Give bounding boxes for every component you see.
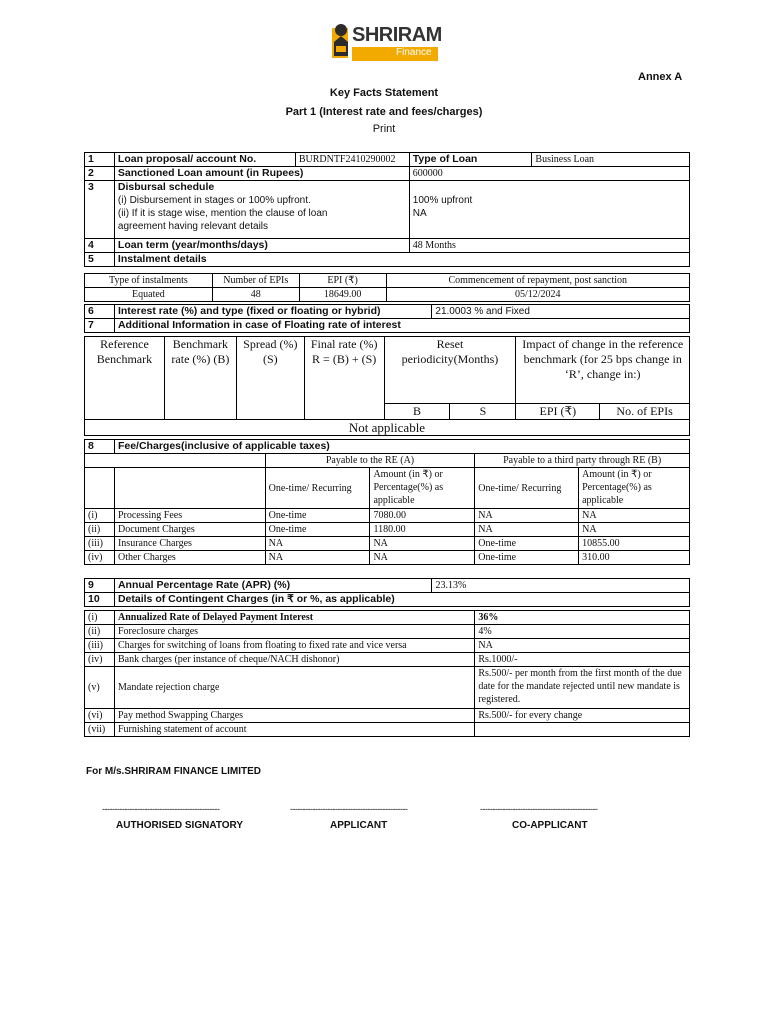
logo-sub-text: Finance	[396, 47, 432, 58]
label-floating-info: Additional Information in case of Floating rate of interest	[114, 319, 689, 333]
contingent-value: Rs.1000/-	[475, 653, 690, 667]
fee-re-amount: NA	[370, 551, 475, 565]
label-co-applicant: CO-APPLICANT	[512, 820, 588, 831]
label-loan-account: Loan proposal/ account No.	[114, 153, 295, 167]
header-reference-benchmark: Reference Benchmark	[85, 337, 165, 420]
contingent-index: (iii)	[85, 639, 115, 653]
signature-line-co-applicant: -----------------------------------------------	[480, 804, 598, 814]
label-apr: Annual Percentage Rate (APR) (%)	[114, 579, 431, 593]
label-contingent-charges: Details of Contingent Charges (in ₹ or %, as applicable)	[114, 593, 689, 607]
row-number: 4	[85, 239, 115, 253]
empty-cell	[85, 454, 266, 468]
label-fees-charges: Fee/Charges(inclusive of applicable taxes)	[114, 440, 689, 454]
value-loan-type: Business Loan	[532, 153, 690, 167]
fee-third-type: One-time	[475, 551, 579, 565]
interest-table	[84, 304, 690, 333]
empty-cell	[114, 468, 265, 509]
value-loan-term: 48 Months	[409, 239, 689, 253]
contingent-index: (i)	[85, 611, 115, 625]
fee-name: Insurance Charges	[114, 537, 265, 551]
contingent-name: Charges for switching of loans from floating to fixed rate and vice versa	[114, 639, 474, 653]
header-spread: Spread (%) (S)	[236, 337, 304, 420]
row-10	[85, 593, 690, 607]
fee-index: (iii)	[85, 537, 115, 551]
cell-disbursal-values	[409, 181, 689, 239]
row-7	[85, 319, 690, 333]
contingent-index: (vii)	[85, 723, 115, 737]
header-benchmark-rate: Benchmark rate (%) (B)	[164, 337, 236, 420]
contingent-row	[85, 611, 690, 625]
value-sanctioned-amount: 600000	[409, 167, 689, 181]
fee-third-amount: NA	[579, 523, 690, 537]
value-instalment-type: Equated	[85, 288, 213, 302]
row-number: 7	[85, 319, 115, 333]
row-2	[85, 167, 690, 181]
fee-third-amount: NA	[579, 509, 690, 523]
contingent-index: (ii)	[85, 625, 115, 639]
fee-third-amount: 310.00	[579, 551, 690, 565]
header-epi-change: EPI (₹)	[516, 404, 600, 420]
value-loan-account: BURDNTF2410290002	[295, 153, 409, 167]
header-amount-a: Amount (in ₹) or Percentage(%) as applicable	[370, 468, 475, 509]
value-epi-amount: 18649.00	[299, 288, 386, 302]
disbursal-value-1: 100% upfront	[412, 195, 473, 206]
empty-cell	[85, 468, 115, 509]
logo-emblem-icon	[330, 22, 352, 60]
header-amount-b: Amount (in ₹) or Percentage(%) as applicable	[579, 468, 690, 509]
row-9	[85, 579, 690, 593]
row-number: 2	[85, 167, 115, 181]
floating-rate-table	[84, 336, 690, 436]
contingent-index: (iv)	[85, 653, 115, 667]
label-sanctioned-amount: Sanctioned Loan amount (in Rupees)	[114, 167, 409, 181]
row-number: 6	[85, 305, 115, 319]
header-final-rate: Final rate (%) R = (B) + (S)	[304, 337, 384, 420]
contingent-row	[85, 625, 690, 639]
floating-header-row	[85, 337, 690, 404]
fee-re-type: NA	[265, 537, 370, 551]
fees-payable-row	[85, 454, 690, 468]
contingent-name: Annualized Rate of Delayed Payment Interest	[114, 611, 474, 625]
fee-name: Document Charges	[114, 523, 265, 537]
fee-third-type: NA	[475, 523, 579, 537]
row-number: 5	[85, 253, 115, 267]
disbursal-value-2: NA	[412, 208, 427, 219]
row-number: 10	[85, 593, 115, 607]
fee-row	[85, 537, 690, 551]
annex-label: Annex A	[638, 71, 683, 83]
fee-re-amount: 7080.00	[370, 509, 475, 523]
shriram-logo	[330, 20, 442, 64]
contingent-value: Rs.500/- per month from the first month of the due date for the mandate rejected until new mandate is registered.	[475, 667, 690, 709]
row-number: 1	[85, 153, 115, 167]
value-apr: 23.13%	[432, 579, 690, 593]
label-loan-term: Loan term (year/months/days)	[114, 239, 409, 253]
fee-re-type: NA	[265, 551, 370, 565]
fee-third-amount: 10855.00	[579, 537, 690, 551]
value-epi-count: 48	[212, 288, 299, 302]
instalment-header-row	[85, 274, 690, 288]
fee-third-type: NA	[475, 509, 579, 523]
row-number: 8	[85, 440, 115, 454]
header-epi-amount: EPI (₹)	[299, 274, 386, 288]
cell-disbursal-schedule	[114, 181, 409, 239]
contingent-row	[85, 653, 690, 667]
logo-brand-text: SHRIRAM	[352, 24, 442, 46]
contingent-name: Pay method Swapping Charges	[114, 709, 474, 723]
contingent-value: NA	[475, 639, 690, 653]
fee-index: (ii)	[85, 523, 115, 537]
row-1	[85, 153, 690, 167]
label-applicant: APPLICANT	[330, 820, 388, 831]
value-commencement: 05/12/2024	[386, 288, 689, 302]
instalment-value-row	[85, 288, 690, 302]
fee-row	[85, 523, 690, 537]
fees-table	[84, 439, 690, 565]
fee-re-type: One-time	[265, 509, 370, 523]
contingent-row	[85, 639, 690, 653]
header-commencement: Commencement of repayment, post sanction	[386, 274, 689, 288]
header-payable-re: Payable to the RE (A)	[265, 454, 475, 468]
fee-row	[85, 509, 690, 523]
fee-re-amount: 1180.00	[370, 523, 475, 537]
print-link[interactable]: Print	[372, 123, 396, 135]
contingent-index: (vi)	[85, 709, 115, 723]
row-6	[85, 305, 690, 319]
fee-row	[85, 551, 690, 565]
header-impact-change: Impact of change in the reference benchmark (for 25 bps change in ‘R’, change in:)	[516, 337, 690, 404]
fees-header-row	[85, 468, 690, 509]
contingent-row	[85, 723, 690, 737]
header-instalment-type: Type of instalments	[85, 274, 213, 288]
fee-index: (i)	[85, 509, 115, 523]
header-onetime-recurring-a: One-time/ Recurring	[265, 468, 370, 509]
label-loan-type: Type of Loan	[409, 153, 532, 167]
contingent-value	[475, 723, 690, 737]
header-epi-count-change: No. of EPIs	[600, 404, 690, 420]
not-applicable-text: Not applicable	[85, 420, 690, 436]
contingent-value: Rs.500/- for every change	[475, 709, 690, 723]
contingent-name: Bank charges (per instance of cheque/NACH dishonor)	[114, 653, 474, 667]
header-b: B	[384, 404, 450, 420]
fee-name: Processing Fees	[114, 509, 265, 523]
contingent-name: Furnishing statement of account	[114, 723, 474, 737]
row-number: 9	[85, 579, 115, 593]
floating-na-row	[85, 420, 690, 436]
contingent-index: (v)	[85, 667, 115, 709]
contingent-name: Mandate rejection charge	[114, 667, 474, 709]
page-subtitle: Part 1 (Interest rate and fees/charges)	[285, 106, 483, 118]
label-interest-rate: Interest rate (%) and type (fixed or floating or hybrid)	[114, 305, 431, 319]
company-name: For M/s.SHRIRAM FINANCE LIMITED	[86, 766, 261, 777]
part1-table	[84, 152, 690, 267]
header-onetime-recurring-b: One-time/ Recurring	[475, 468, 579, 509]
label-disbursal-schedule: Disbursal schedule	[117, 181, 215, 193]
row-3	[85, 181, 690, 239]
contingent-row	[85, 667, 690, 709]
contingent-table	[84, 610, 690, 737]
fee-re-amount: NA	[370, 537, 475, 551]
value-interest-rate: 21.0003 % and Fixed	[432, 305, 690, 319]
apr-table	[84, 578, 690, 607]
contingent-row	[85, 709, 690, 723]
contingent-name: Foreclosure charges	[114, 625, 474, 639]
instalment-table	[84, 273, 690, 302]
signature-line-applicant: -----------------------------------------------	[290, 804, 408, 814]
row-number: 3	[85, 181, 115, 239]
row-4	[85, 239, 690, 253]
fee-name: Other Charges	[114, 551, 265, 565]
label-authorised-signatory: AUTHORISED SIGNATORY	[116, 820, 244, 831]
row-8	[85, 440, 690, 454]
fee-re-type: One-time	[265, 523, 370, 537]
disbursal-line-2: (ii) If it is stage wise, mention the clause of loan agreement having relevant details	[117, 208, 328, 232]
signature-line-authorised: -----------------------------------------------	[102, 804, 220, 814]
contingent-value: 36%	[475, 611, 690, 625]
header-s: S	[450, 404, 516, 420]
header-payable-third-party: Payable to a third party through RE (B)	[475, 454, 690, 468]
header-reset-periodicity: Reset periodicity(Months)	[384, 337, 516, 404]
header-epi-count: Number of EPIs	[212, 274, 299, 288]
page-title: Key Facts Statement	[329, 87, 439, 99]
disbursal-line-1: (i) Disbursement in stages or 100% upfront.	[117, 195, 311, 206]
label-instalment-details: Instalment details	[114, 253, 689, 267]
fee-third-type: One-time	[475, 537, 579, 551]
contingent-value: 4%	[475, 625, 690, 639]
row-5	[85, 253, 690, 267]
fee-index: (iv)	[85, 551, 115, 565]
